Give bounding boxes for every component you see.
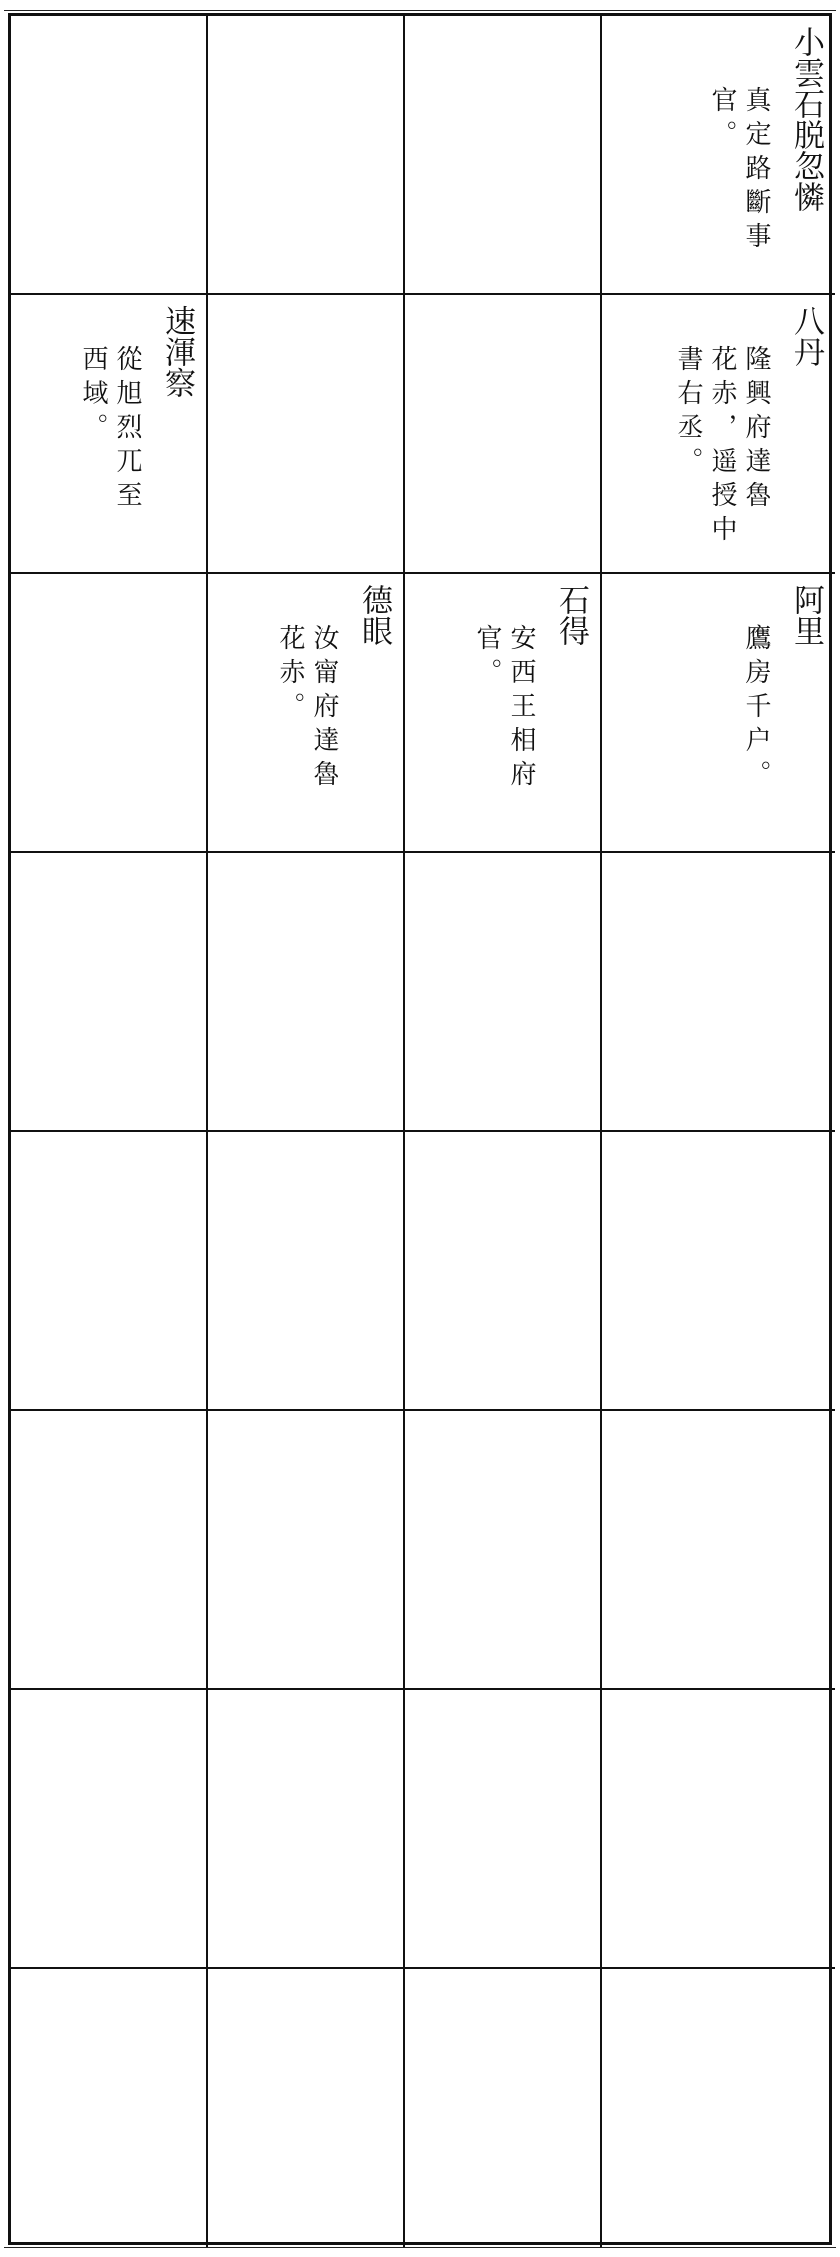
- person-name: 八丹: [788, 305, 824, 367]
- person-note-line: 西域。: [78, 345, 108, 447]
- table-cell: [405, 16, 602, 295]
- person-note-line: 隆興府達魯: [741, 345, 771, 515]
- table-cell: [208, 574, 405, 853]
- table-cell: [208, 1411, 405, 1690]
- table-cell: [405, 1411, 602, 1690]
- table-cell: [602, 1690, 835, 1969]
- table-cell: [405, 1690, 602, 1969]
- table-cell: [602, 574, 835, 853]
- table-cell: [11, 295, 208, 574]
- person-note-line: 花赤。: [275, 624, 305, 726]
- person-note-line: 安西王相府: [506, 624, 536, 794]
- genealogy-table: [8, 13, 832, 2245]
- person-note-line: 從旭烈兀至: [112, 345, 142, 515]
- table-cell: [208, 1969, 405, 2248]
- table-cell: [405, 1969, 602, 2248]
- table-cell: [602, 1132, 835, 1411]
- table-cell: [11, 853, 208, 1132]
- table-cell: [11, 574, 208, 853]
- table-cell: [602, 1411, 835, 1690]
- person-name: 德眼: [356, 584, 392, 646]
- person-note-line: 花赤，遥授中: [707, 345, 737, 549]
- table-cell: [11, 1132, 208, 1411]
- table-cell: [405, 295, 602, 574]
- table-cell: [208, 853, 405, 1132]
- person-name: 阿里: [788, 584, 824, 646]
- table-cell: [11, 1411, 208, 1690]
- table-cell: [602, 1969, 835, 2248]
- table-cell: [208, 1132, 405, 1411]
- person-note-line: 官。: [707, 86, 737, 154]
- person-note-line: 真定路斷事: [741, 86, 771, 256]
- table-cell: [208, 295, 405, 574]
- table-cell: [602, 295, 835, 574]
- table-cell: [208, 16, 405, 295]
- person-note-line: 書右丞。: [673, 345, 703, 481]
- table-cell: [11, 1690, 208, 1969]
- person-note-line: 鷹房千户。: [741, 624, 771, 794]
- table-cell: [11, 1969, 208, 2248]
- table-cell: [602, 16, 835, 295]
- table-cell: [602, 853, 835, 1132]
- person-name: 石得: [553, 584, 589, 646]
- table-cell: [11, 16, 208, 295]
- table-cell: [405, 1132, 602, 1411]
- person-name: 小雲石脱忽憐: [788, 26, 824, 212]
- table-cell: [405, 853, 602, 1132]
- table-cell: [405, 574, 602, 853]
- table-cell: [208, 1690, 405, 1969]
- person-note-line: 官。: [472, 624, 502, 692]
- person-note-line: 汝甯府達魯: [309, 624, 339, 794]
- person-name: 速渾察: [159, 305, 195, 398]
